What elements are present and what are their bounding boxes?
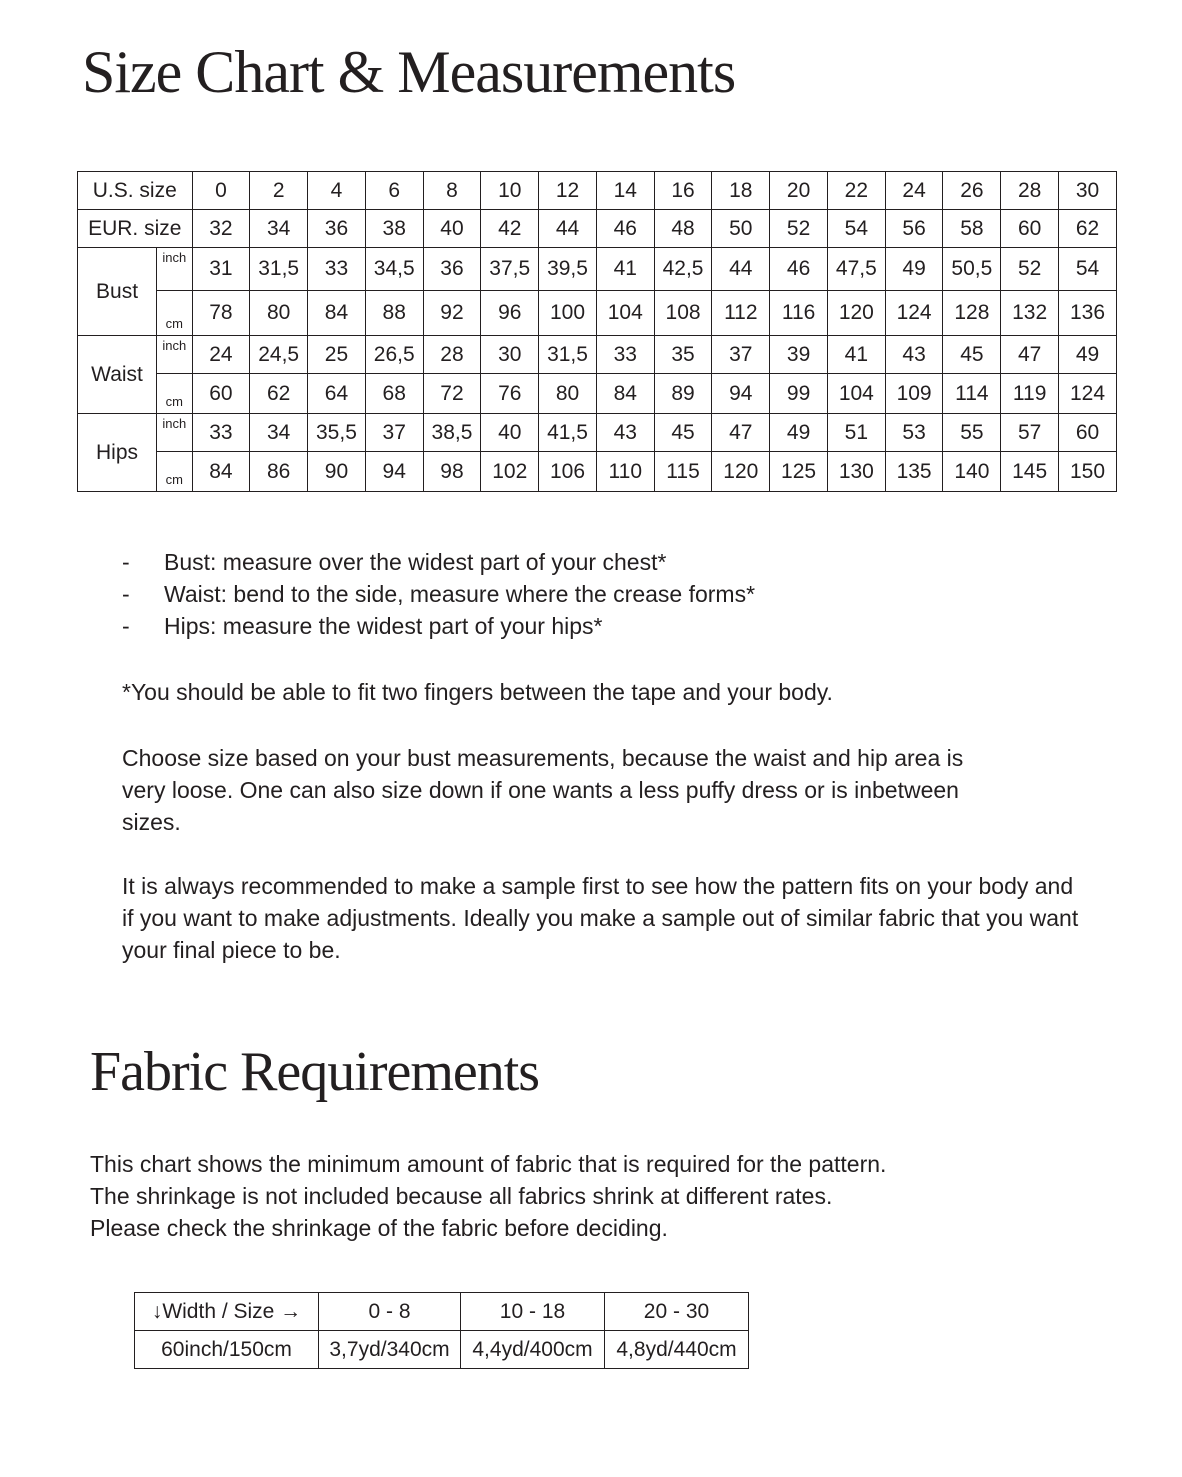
us-size-cell: 14 [596,172,654,210]
hips-inch-cell: 55 [943,414,1001,452]
hips-cm-cell: 140 [943,452,1001,492]
waist-cm-cell: 76 [481,374,539,414]
waist-inch-cell: 37 [712,336,770,374]
eur-size-cell: 40 [423,210,481,248]
hips-cm-cell: 102 [481,452,539,492]
bust-cm-cell: 132 [1001,291,1059,336]
waist-cm-cell: 62 [250,374,308,414]
bust-cm-row [78,291,1117,336]
waist-cm-cell: 60 [192,374,250,414]
waist-inch-cell: 41 [827,336,885,374]
waist-cm-cell: 94 [712,374,770,414]
unit-inch-label: inch [157,414,192,452]
fabric-intro-line: Please check the shrinkage of the fabric before deciding. [90,1215,668,1241]
eur-size-cell: 44 [539,210,597,248]
bust-inch-cell: 52 [1001,248,1059,291]
hips-inch-row [78,414,1117,452]
waist-cm-cell: 64 [308,374,366,414]
bust-inch-cell: 31,5 [250,248,308,291]
bust-cm-cell: 128 [943,291,1001,336]
bust-inch-cell: 31 [192,248,250,291]
waist-instruction: - Waist: bend to the side, measure where the crease forms* [122,578,755,610]
width-size-header: ↓Width / Size → [135,1293,319,1331]
eur-size-cell: 48 [654,210,712,248]
waist-cm-cell: 80 [539,374,597,414]
us-size-cell: 24 [885,172,943,210]
unit-cm-label: cm [157,291,192,336]
bust-inch-cell: 54 [1059,248,1117,291]
waist-cm-cell: 68 [365,374,423,414]
bust-cm-cell: 136 [1059,291,1117,336]
waist-cm-cell: 84 [596,374,654,414]
measurement-instructions [122,546,755,642]
hips-cm-cell: 120 [712,452,770,492]
us-size-cell: 16 [654,172,712,210]
hips-inch-cell: 47 [712,414,770,452]
waist-cm-cell: 99 [770,374,828,414]
hips-inch-cell: 49 [770,414,828,452]
size-range-cell: 0 - 8 [319,1293,461,1331]
hips-cm-cell: 110 [596,452,654,492]
hips-inch-cell: 45 [654,414,712,452]
us-size-cell: 22 [827,172,885,210]
bust-inch-cell: 49 [885,248,943,291]
waist-cm-row [78,374,1117,414]
eur-size-cell: 36 [308,210,366,248]
bust-cm-cell: 88 [365,291,423,336]
bust-cm-cell: 124 [885,291,943,336]
waist-inch-cell: 28 [423,336,481,374]
waist-inch-cell: 47 [1001,336,1059,374]
bust-cm-cell: 80 [250,291,308,336]
bust-instruction: - Bust: measure over the widest part of your chest* [122,546,755,578]
us-size-cell: 20 [770,172,828,210]
bust-inch-cell: 50,5 [943,248,1001,291]
eur-size-cell: 52 [770,210,828,248]
waist-inch-cell: 35 [654,336,712,374]
eur-size-cell: 32 [192,210,250,248]
fabric-intro [90,1148,1090,1244]
eur-size-cell: 56 [885,210,943,248]
hips-inch-cell: 35,5 [308,414,366,452]
us-size-cell: 4 [308,172,366,210]
us-size-cell: 0 [192,172,250,210]
hips-cm-cell: 90 [308,452,366,492]
hips-inch-cell: 40 [481,414,539,452]
fabric-amount-cell: 4,4yd/400cm [461,1331,605,1369]
hips-cm-row [78,452,1117,492]
us-size-label: U.S. size [78,172,193,210]
bust-inch-cell: 46 [770,248,828,291]
hips-cm-cell: 145 [1001,452,1059,492]
unit-inch-label: inch [157,248,192,291]
page-title: Size Chart & Measurements [82,39,736,105]
hips-inch-cell: 43 [596,414,654,452]
us-size-cell: 28 [1001,172,1059,210]
waist-inch-cell: 33 [596,336,654,374]
fabric-width-cell: 60inch/150cm [135,1331,319,1369]
size-chart-table [77,171,1117,492]
bust-label: Bust [78,248,157,336]
bust-cm-cell: 120 [827,291,885,336]
eur-size-cell: 54 [827,210,885,248]
us-size-cell: 26 [943,172,1001,210]
hips-cm-cell: 86 [250,452,308,492]
sample-note: It is always recommended to make a sample first to see how the pattern fits on your body and if you want to make adjustments. Ideally you make a sample out of similar fabric that you want your final piece to be. [122,873,1079,963]
bust-cm-cell: 108 [654,291,712,336]
bust-cm-cell: 92 [423,291,481,336]
eur-size-cell: 50 [712,210,770,248]
us-size-cell: 2 [250,172,308,210]
waist-inch-cell: 26,5 [365,336,423,374]
bust-inch-cell: 42,5 [654,248,712,291]
eur-size-cell: 38 [365,210,423,248]
waist-inch-cell: 24 [192,336,250,374]
eur-size-cell: 46 [596,210,654,248]
fabric-intro-line: This chart shows the minimum amount of fabric that is required for the pattern. [90,1151,887,1177]
hips-cm-cell: 135 [885,452,943,492]
waist-inch-cell: 43 [885,336,943,374]
hips-inch-cell: 41,5 [539,414,597,452]
bust-cm-cell: 104 [596,291,654,336]
eur-size-cell: 62 [1059,210,1117,248]
waist-cm-cell: 89 [654,374,712,414]
eur-size-label: EUR. size [78,210,193,248]
waist-label: Waist [78,336,157,414]
bust-cm-cell: 96 [481,291,539,336]
unit-cm-label: cm [157,374,192,414]
waist-inch-cell: 25 [308,336,366,374]
waist-inch-cell: 39 [770,336,828,374]
hips-cm-cell: 98 [423,452,481,492]
fit-note: *You should be able to fit two fingers between the tape and your body. [122,679,833,705]
bust-cm-cell: 78 [192,291,250,336]
waist-inch-cell: 30 [481,336,539,374]
waist-inch-cell: 45 [943,336,1001,374]
bust-inch-cell: 33 [308,248,366,291]
hips-label: Hips [78,414,157,492]
hips-cm-cell: 115 [654,452,712,492]
eur-size-cell: 58 [943,210,1001,248]
waist-inch-cell: 24,5 [250,336,308,374]
hips-inch-cell: 60 [1059,414,1117,452]
us-size-cell: 18 [712,172,770,210]
size-choice-note: Choose size based on your bust measurements, because the waist and hip area is very loose. One can also size down if one wants a less puffy dress or is inbetween sizes. [122,745,964,835]
us-size-cell: 6 [365,172,423,210]
waist-cm-cell: 119 [1001,374,1059,414]
bust-inch-cell: 36 [423,248,481,291]
fabric-intro-line: The shrinkage is not included because all fabrics shrink at different rates. [90,1183,833,1209]
bust-inch-cell: 44 [712,248,770,291]
hips-inch-cell: 37 [365,414,423,452]
us-size-row [78,172,1117,210]
hips-cm-cell: 106 [539,452,597,492]
fabric-amount-cell: 4,8yd/440cm [605,1331,749,1369]
unit-inch-label: inch [157,336,192,374]
fabric-requirements-table [134,1292,749,1369]
hips-instruction: - Hips: measure the widest part of your hips* [122,610,755,642]
hips-inch-cell: 38,5 [423,414,481,452]
bust-inch-cell: 41 [596,248,654,291]
waist-cm-cell: 104 [827,374,885,414]
us-size-cell: 12 [539,172,597,210]
us-size-cell: 30 [1059,172,1117,210]
bust-inch-cell: 47,5 [827,248,885,291]
hips-inch-cell: 33 [192,414,250,452]
waist-cm-cell: 114 [943,374,1001,414]
waist-inch-cell: 31,5 [539,336,597,374]
fabric-title: Fabric Requirements [90,1041,540,1103]
fabric-amount-row [135,1331,749,1369]
waist-inch-cell: 49 [1059,336,1117,374]
eur-size-cell: 60 [1001,210,1059,248]
waist-cm-cell: 124 [1059,374,1117,414]
hips-cm-cell: 130 [827,452,885,492]
eur-size-cell: 34 [250,210,308,248]
bust-cm-cell: 112 [712,291,770,336]
us-size-cell: 10 [481,172,539,210]
bust-inch-row [78,248,1117,291]
size-range-cell: 10 - 18 [461,1293,605,1331]
bust-inch-cell: 39,5 [539,248,597,291]
bust-inch-cell: 34,5 [365,248,423,291]
hips-cm-cell: 125 [770,452,828,492]
us-size-cell: 8 [423,172,481,210]
fabric-header-row [135,1293,749,1331]
size-range-cell: 20 - 30 [605,1293,749,1331]
fabric-amount-cell: 3,7yd/340cm [319,1331,461,1369]
waist-cm-cell: 109 [885,374,943,414]
hips-inch-cell: 53 [885,414,943,452]
hips-cm-cell: 150 [1059,452,1117,492]
bust-cm-cell: 84 [308,291,366,336]
waist-cm-cell: 72 [423,374,481,414]
hips-inch-cell: 57 [1001,414,1059,452]
bust-inch-cell: 37,5 [481,248,539,291]
eur-size-cell: 42 [481,210,539,248]
hips-inch-cell: 34 [250,414,308,452]
hips-cm-cell: 84 [192,452,250,492]
bust-cm-cell: 100 [539,291,597,336]
hips-cm-cell: 94 [365,452,423,492]
bust-cm-cell: 116 [770,291,828,336]
waist-inch-row [78,336,1117,374]
hips-inch-cell: 51 [827,414,885,452]
eur-size-row [78,210,1117,248]
unit-cm-label: cm [157,452,192,492]
